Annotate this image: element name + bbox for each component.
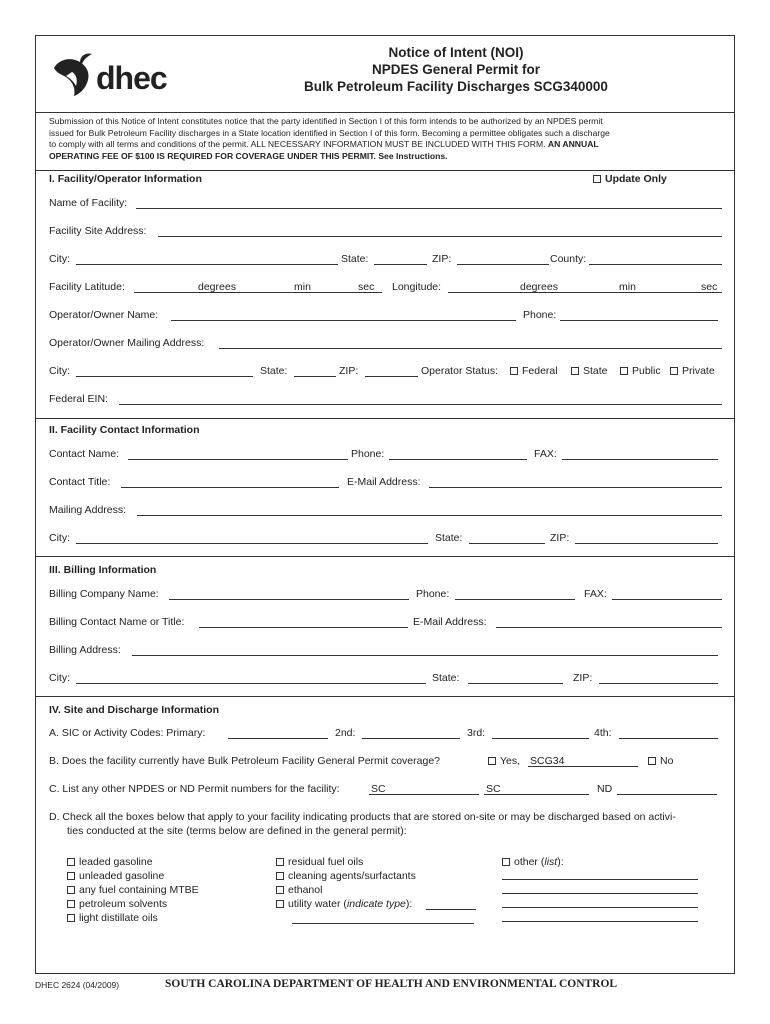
operator-zip-field[interactable] <box>365 376 418 377</box>
city-label: City: <box>49 253 70 265</box>
contact-name-field[interactable] <box>128 459 348 460</box>
products-instruction-2: ties conducted at the site (terms below are defined in the general permit): <box>67 825 407 837</box>
form-number: DHEC 2624 (04/2009) <box>35 980 120 990</box>
sic-4th-label: 4th: <box>594 727 612 739</box>
sic-3rd-field[interactable] <box>492 738 589 739</box>
latitude-label: Facility Latitude: <box>49 281 125 293</box>
facility-name-field[interactable] <box>136 208 722 209</box>
other-permit-sc1-field[interactable] <box>369 794 479 795</box>
sic-4th-field[interactable] <box>619 738 718 739</box>
billing-fax-field[interactable] <box>612 599 722 600</box>
contact-mailing-field[interactable] <box>137 515 722 516</box>
federal-ein-label: Federal EIN: <box>49 393 108 405</box>
status-public-checkbox[interactable]: Public <box>620 365 661 377</box>
contact-email-field[interactable] <box>429 487 722 488</box>
product-leaded-gasoline[interactable]: leaded gasoline <box>67 856 153 868</box>
contact-zip-label: ZIP: <box>550 532 570 544</box>
lat-degrees-label: degrees <box>198 281 236 293</box>
intro-line-3: to comply with all terms and conditions of the permit. ALL NECESSARY INFORMATION MUST BE INCLUDED WITH THIS FORM. AN ANNUAL <box>49 139 599 149</box>
contact-fax-label: FAX: <box>534 448 557 460</box>
contact-zip-field[interactable] <box>575 543 718 544</box>
checkbox-icon <box>488 757 496 765</box>
coverage-permit-field[interactable] <box>528 766 638 767</box>
checkbox-icon <box>620 367 628 375</box>
checkbox-icon <box>276 900 284 908</box>
section-1-heading: I. Facility/Operator Information <box>49 173 202 185</box>
status-private-checkbox[interactable]: Private <box>670 365 715 377</box>
contact-phone-label: Phone: <box>351 448 385 460</box>
operator-phone-label: Phone: <box>523 309 557 321</box>
lon-degrees-label: degrees <box>520 281 558 293</box>
product-residual-fuel[interactable]: residual fuel oils <box>276 856 363 868</box>
checkbox-icon <box>67 858 75 866</box>
contact-city-field[interactable] <box>76 543 428 544</box>
checkbox-icon <box>571 367 579 375</box>
longitude-label: Longitude: <box>392 281 442 293</box>
form-permit-title: Bulk Petroleum Facility Discharges SCG340000 <box>304 79 608 94</box>
other-product-field-2[interactable] <box>502 893 698 894</box>
billing-city-field[interactable] <box>76 683 426 684</box>
other-permit-sc1-label: SC <box>371 783 386 795</box>
billing-phone-label: Phone: <box>416 588 450 600</box>
city-field[interactable] <box>76 264 338 265</box>
checkbox-icon <box>593 175 601 183</box>
billing-zip-field[interactable] <box>599 683 718 684</box>
billing-address-field[interactable] <box>132 655 718 656</box>
checkbox-icon <box>67 872 75 880</box>
utility-water-type-field-2[interactable] <box>292 923 474 924</box>
zip-field[interactable] <box>457 264 549 265</box>
utility-water-type-field[interactable] <box>426 909 476 910</box>
checkbox-icon <box>648 757 656 765</box>
checkbox-icon <box>67 900 75 908</box>
operator-city-label: City: <box>49 365 70 377</box>
contact-title-label: Contact Title: <box>49 476 111 488</box>
checkbox-icon <box>276 886 284 894</box>
intro-line-4: OPERATING FEE OF $100 IS REQUIRED FOR COVERAGE UNDER THIS PERMIT. See Instructions. <box>49 150 448 161</box>
product-light-distillate[interactable]: light distillate oils <box>67 912 158 924</box>
status-federal-checkbox[interactable]: Federal <box>510 365 558 377</box>
coverage-yes-checkbox[interactable]: Yes, <box>488 755 520 767</box>
sic-2nd-field[interactable] <box>362 738 460 739</box>
latitude-field[interactable] <box>134 292 382 293</box>
federal-ein-field[interactable] <box>119 404 722 405</box>
operator-zip-label: ZIP: <box>339 365 359 377</box>
other-product-field-1[interactable] <box>502 879 698 880</box>
products-instruction-1: D. Check all the boxes below that apply to your facility indicating products that are stored on-site or may be discharged based on activi- <box>49 811 676 823</box>
site-address-label: Facility Site Address: <box>49 225 147 237</box>
operator-mailing-field[interactable] <box>219 348 722 349</box>
form-subtitle: NPDES General Permit for <box>371 62 541 77</box>
contact-state-field[interactable] <box>469 543 545 544</box>
county-label: County: <box>550 253 587 265</box>
section-3-heading: III. Billing Information <box>49 564 157 576</box>
billing-email-field[interactable] <box>496 627 722 628</box>
product-mtbe[interactable]: any fuel containing MTBE <box>67 884 199 896</box>
section-4-heading: IV. Site and Discharge Information <box>49 704 219 716</box>
product-other[interactable]: other (list): <box>502 856 564 868</box>
site-address-field[interactable] <box>158 236 722 237</box>
form-title: Notice of Intent (NOI) <box>388 45 524 60</box>
coverage-no-checkbox[interactable]: No <box>648 755 673 767</box>
billing-address-label: Billing Address: <box>49 644 121 656</box>
billing-fax-label: FAX: <box>584 588 607 600</box>
checkbox-icon <box>276 858 284 866</box>
operator-mailing-label: Operator/Owner Mailing Address: <box>49 337 205 349</box>
contact-state-label: State: <box>435 532 463 544</box>
product-cleaning-agents[interactable]: cleaning agents/surfactants <box>276 870 416 882</box>
billing-contact-field[interactable] <box>199 627 408 628</box>
other-permit-sc2-field[interactable] <box>484 794 589 795</box>
sic-3rd-label: 3rd: <box>467 727 486 739</box>
contact-fax-field[interactable] <box>562 459 718 460</box>
agency-name: SOUTH CAROLINA DEPARTMENT OF HEALTH AND ENVIRONMENTAL CONTROL <box>165 978 618 990</box>
billing-company-label: Billing Company Name: <box>49 588 159 600</box>
operator-name-field[interactable] <box>171 320 516 321</box>
zip-label: ZIP: <box>432 253 452 265</box>
billing-zip-label: ZIP: <box>573 672 593 684</box>
contact-title-field[interactable] <box>121 487 339 488</box>
lat-sec-label: sec <box>358 281 375 293</box>
checkbox-icon <box>67 914 75 922</box>
contact-city-label: City: <box>49 532 70 544</box>
dhec-logo <box>50 50 178 100</box>
coverage-permit-code: SCG34 <box>530 755 565 767</box>
contact-mailing-label: Mailing Address: <box>49 504 127 516</box>
county-field[interactable] <box>589 264 722 265</box>
operator-state-label: State: <box>260 365 288 377</box>
state-label: State: <box>341 253 369 265</box>
product-utility-water[interactable]: utility water (indicate type): <box>276 898 412 910</box>
billing-city-label: City: <box>49 672 70 684</box>
state-field[interactable] <box>374 264 427 265</box>
checkbox-icon <box>276 872 284 880</box>
checkbox-icon <box>67 886 75 894</box>
logo-text: dhec <box>96 60 167 96</box>
billing-email-label: E-Mail Address: <box>413 616 487 628</box>
other-permit-sc2-label: SC <box>486 783 501 795</box>
intro-line-2: issued for Bulk Petroleum Facility discharges in a State location identified in Section I of this form. Becoming a permittee obligates such a discharge <box>49 127 610 138</box>
section-2-heading: II. Facility Contact Information <box>49 424 200 436</box>
other-permit-nd-field[interactable] <box>617 794 717 795</box>
product-unleaded-gasoline[interactable]: unleaded gasoline <box>67 870 164 882</box>
billing-phone-field[interactable] <box>455 599 575 600</box>
contact-phone-field[interactable] <box>389 459 527 460</box>
other-permits-label: C. List any other NPDES or ND Permit numbers for the facility: <box>49 783 340 795</box>
operator-name-label: Operator/Owner Name: <box>49 309 159 321</box>
other-permit-nd-label: ND <box>597 783 613 795</box>
operator-state-field[interactable] <box>294 376 336 377</box>
other-product-field-3[interactable] <box>502 907 698 908</box>
billing-state-label: State: <box>432 672 460 684</box>
checkbox-icon <box>510 367 518 375</box>
form-frame <box>35 35 735 974</box>
operator-phone-field[interactable] <box>560 320 718 321</box>
intro-line-1: Submission of this Notice of Intent constitutes notice that the party identified in Section I of this form intends to be authorized by an NPDES permit <box>49 116 603 126</box>
operator-city-field[interactable] <box>76 376 253 377</box>
operator-status-label: Operator Status: <box>421 365 499 377</box>
product-petroleum-solvents[interactable]: petroleum solvents <box>67 898 167 910</box>
billing-company-field[interactable] <box>169 599 409 600</box>
billing-contact-label: Billing Contact Name or Title: <box>49 616 185 628</box>
update-only-checkbox[interactable]: Update Only <box>593 173 667 185</box>
sic-primary-field[interactable] <box>228 738 328 739</box>
other-product-field-4[interactable] <box>502 921 698 922</box>
coverage-question: B. Does the facility currently have Bulk Petroleum Facility General Permit coverage? <box>49 755 440 767</box>
lon-min-label: min <box>619 281 636 293</box>
contact-email-label: E-Mail Address: <box>347 476 421 488</box>
billing-state-field[interactable] <box>468 683 563 684</box>
contact-name-label: Contact Name: <box>49 448 120 460</box>
checkbox-icon <box>670 367 678 375</box>
lon-sec-label: sec <box>701 281 718 293</box>
lat-min-label: min <box>294 281 311 293</box>
sic-2nd-label: 2nd: <box>335 727 356 739</box>
status-state-checkbox[interactable]: State <box>571 365 608 377</box>
sic-codes-label: A. SIC or Activity Codes: Primary: <box>49 727 206 739</box>
facility-name-label: Name of Facility: <box>49 197 128 209</box>
longitude-field[interactable] <box>448 292 722 293</box>
checkbox-icon <box>502 858 510 866</box>
product-ethanol[interactable]: ethanol <box>276 884 322 896</box>
